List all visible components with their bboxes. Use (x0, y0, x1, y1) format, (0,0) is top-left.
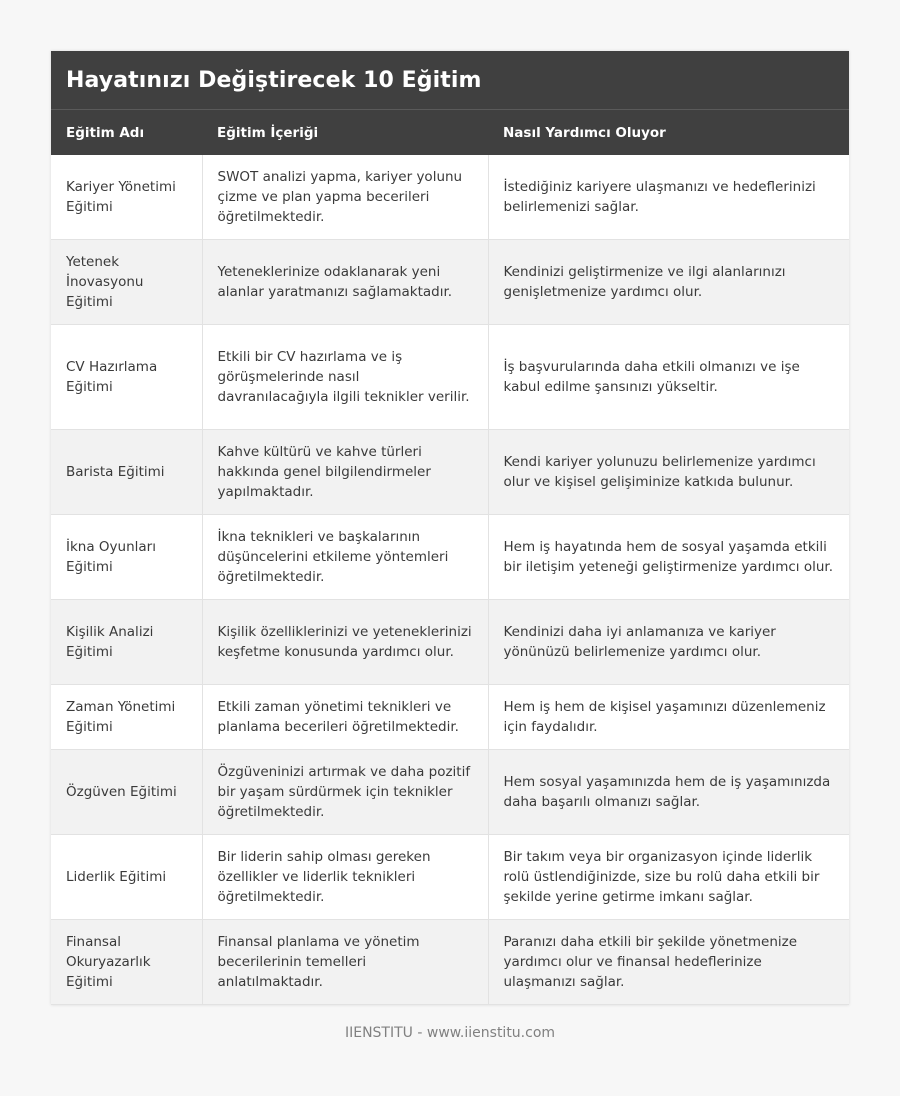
cell-training-name: Özgüven Eğitimi (51, 750, 202, 835)
table-row (51, 750, 849, 835)
cell-training-content: Özgüveninizi artırmak ve daha pozitif bir yaşam sürdürmek için teknikler öğretilmektedir. (202, 750, 488, 835)
cell-training-name: Liderlik Eğitimi (51, 835, 202, 920)
table-row (51, 920, 849, 1005)
cell-training-name: Zaman Yönetimi Eğitimi (51, 685, 202, 750)
cell-training-benefit: Paranızı daha etkili bir şekilde yönetmenize yardımcı olur ve finansal hedeflerinize ulaşmanızı sağlar. (488, 920, 849, 1005)
cell-training-content: Bir liderin sahip olması gereken özellikler ve liderlik teknikleri öğretilmektedir. (202, 835, 488, 920)
cell-training-name: Yetenek İnovasyonu Eğitimi (51, 240, 202, 325)
table-row (51, 155, 849, 240)
table-row (51, 430, 849, 515)
training-table (51, 109, 849, 1005)
header-row (51, 110, 849, 156)
cell-training-name: Kişilik Analizi Eğitimi (51, 600, 202, 685)
table-title: Hayatınızı Değiştirecek 10 Eğitim (51, 51, 849, 109)
table-row (51, 240, 849, 325)
table-header (51, 110, 849, 156)
table-card (51, 51, 849, 1005)
column-header-content: Eğitim İçeriği (202, 110, 488, 156)
cell-training-name: Finansal Okuryazarlık Eğitimi (51, 920, 202, 1005)
cell-training-content: Etkili zaman yönetimi teknikleri ve planlama becerileri öğretilmektedir. (202, 685, 488, 750)
cell-training-name: Barista Eğitimi (51, 430, 202, 515)
cell-training-benefit: Hem iş hem de kişisel yaşamınızı düzenlemeniz için faydalıdır. (488, 685, 849, 750)
cell-training-content: Kahve kültürü ve kahve türleri hakkında genel bilgilendirmeler yapılmaktadır. (202, 430, 488, 515)
cell-training-content: SWOT analizi yapma, kariyer yolunu çizme ve plan yapma becerileri öğretilmektedir. (202, 155, 488, 240)
footer-credit: IIENSTITU - www.iienstitu.com (344, 1025, 556, 1041)
table-row (51, 515, 849, 600)
cell-training-benefit: Kendi kariyer yolunuzu belirlemenize yardımcı olur ve kişisel gelişiminize katkıda bulunur. (488, 430, 849, 515)
table-row (51, 685, 849, 750)
cell-training-benefit: Bir takım veya bir organizasyon içinde liderlik rolü üstlendiğinizde, size bu rolü daha etkili bir şekilde yerine getirme imkanı sağlar. (488, 835, 849, 920)
cell-training-content: Yeteneklerinize odaklanarak yeni alanlar yaratmanızı sağlamaktadır. (202, 240, 488, 325)
cell-training-benefit: Hem sosyal yaşamınızda hem de iş yaşamınızda daha başarılı olmanızı sağlar. (488, 750, 849, 835)
table-body (51, 155, 849, 1005)
cell-training-name: Kariyer Yönetimi Eğitimi (51, 155, 202, 240)
column-header-name: Eğitim Adı (51, 110, 202, 156)
cell-training-benefit: Kendinizi geliştirmenize ve ilgi alanlarınızı genişletmenize yardımcı olur. (488, 240, 849, 325)
cell-training-benefit: Hem iş hayatında hem de sosyal yaşamda etkili bir iletişim yeteneği geliştirmenize yardımcı olur. (488, 515, 849, 600)
cell-training-content: Kişilik özelliklerinizi ve yeteneklerinizi keşfetme konusunda yardımcı olur. (202, 600, 488, 685)
cell-training-content: İkna teknikleri ve başkalarının düşüncelerini etkileme yöntemleri öğretilmektedir. (202, 515, 488, 600)
cell-training-name: İkna Oyunları Eğitimi (51, 515, 202, 600)
cell-training-benefit: Kendinizi daha iyi anlamanıza ve kariyer yönünüzü belirlemenize yardımcı olur. (488, 600, 849, 685)
cell-training-content: Finansal planlama ve yönetim becerilerinin temelleri anlatılmaktadır. (202, 920, 488, 1005)
table-row (51, 600, 849, 685)
cell-training-benefit: İstediğiniz kariyere ulaşmanızı ve hedeflerinizi belirlemenizi sağlar. (488, 155, 849, 240)
column-header-benefit: Nasıl Yardımcı Oluyor (488, 110, 849, 156)
cell-training-benefit: İş başvurularında daha etkili olmanızı ve işe kabul edilme şansınızı yükseltir. (488, 325, 849, 430)
cell-training-name: CV Hazırlama Eğitimi (51, 325, 202, 430)
table-row (51, 325, 849, 430)
cell-training-content: Etkili bir CV hazırlama ve iş görüşmelerinde nasıl davranılacağıyla ilgili teknikler verilir. (202, 325, 488, 430)
table-row (51, 835, 849, 920)
